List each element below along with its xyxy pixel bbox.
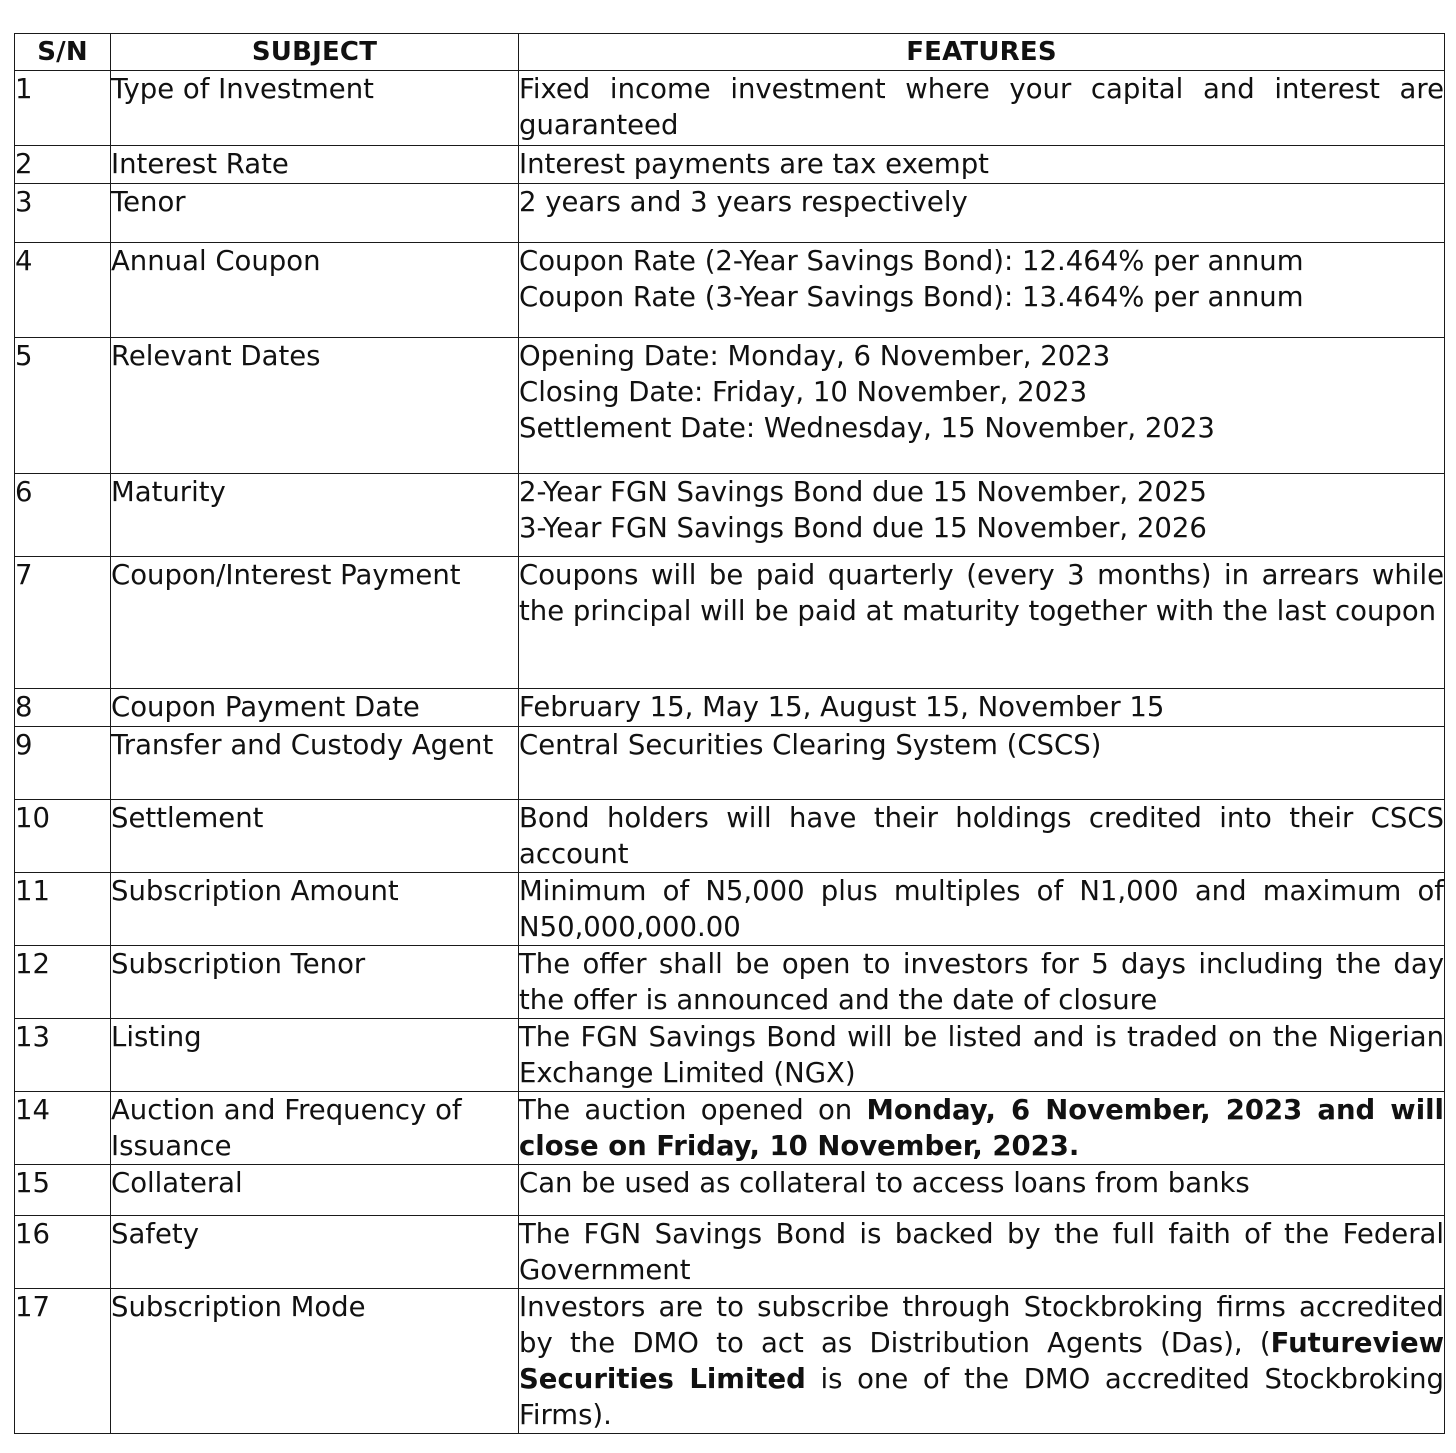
feature-line: Settlement Date: Wednesday, 15 November, 2023: [519, 412, 1215, 444]
table-row: [15, 1092, 1445, 1165]
table-row: [15, 71, 1445, 146]
features-table: [14, 33, 1445, 1434]
header-subject: SUBJECT: [111, 34, 519, 71]
table-row: [15, 727, 1445, 800]
table-row: [15, 800, 1445, 873]
table-row: [15, 338, 1445, 474]
feature-line: Coupon Rate (2-Year Savings Bond): 12.464% per annum: [519, 245, 1304, 277]
feature-bold-text: Futureview Securities Limited: [519, 1327, 1444, 1395]
row-subject: Subscription Tenor: [111, 946, 519, 1019]
row-sn: 10: [15, 800, 111, 873]
row-feature: Coupons will be paid quarterly (every 3 months) in arrears while the principal will be paid at maturity together with the last coupon: [519, 557, 1445, 689]
table-row: [15, 146, 1445, 184]
table-row: [15, 474, 1445, 557]
row-sn: 14: [15, 1092, 111, 1165]
row-feature: Minimum of N5,000 plus multiples of N1,000 and maximum of N50,000,000.00: [519, 873, 1445, 946]
row-sn: 15: [15, 1165, 111, 1216]
row-subject: Settlement: [111, 800, 519, 873]
table-row: [15, 1289, 1445, 1434]
row-feature: Interest payments are tax exempt: [519, 146, 1445, 184]
table-row: [15, 689, 1445, 727]
row-sn: 13: [15, 1019, 111, 1092]
feature-bold-text: Monday, 6 November, 2023 and will close on Friday, 10 November, 2023.: [519, 1094, 1444, 1162]
feature-text: Investors are to subscribe through Stockbroking firms accredited by the DMO to act as Distribution Agents (Das), (: [519, 1291, 1444, 1359]
row-sn: 2: [15, 146, 111, 184]
row-subject: Tenor: [111, 184, 519, 243]
table-row: [15, 243, 1445, 338]
row-sn: 8: [15, 689, 111, 727]
row-feature: [519, 1092, 1445, 1165]
row-sn: 11: [15, 873, 111, 946]
row-feature: The FGN Savings Bond is backed by the full faith of the Federal Government: [519, 1216, 1445, 1289]
row-sn: 7: [15, 557, 111, 689]
row-subject: Safety: [111, 1216, 519, 1289]
row-feature: February 15, May 15, August 15, November 15: [519, 689, 1445, 727]
feature-text: The auction opened on: [519, 1094, 867, 1126]
row-subject: Coupon/Interest Payment: [111, 557, 519, 689]
feature-line: Coupon Rate (3-Year Savings Bond): 13.464% per annum: [519, 281, 1304, 313]
row-sn: 1: [15, 71, 111, 146]
row-subject: Type of Investment: [111, 71, 519, 146]
header-features: FEATURES: [519, 34, 1445, 71]
row-feature: Central Securities Clearing System (CSCS): [519, 727, 1445, 800]
row-sn: 16: [15, 1216, 111, 1289]
row-sn: 3: [15, 184, 111, 243]
row-feature: Fixed income investment where your capital and interest are guaranteed: [519, 71, 1445, 146]
row-subject: Relevant Dates: [111, 338, 519, 474]
feature-line: Closing Date: Friday, 10 November, 2023: [519, 376, 1088, 408]
row-feature: [519, 338, 1445, 474]
row-feature: 2 years and 3 years respectively: [519, 184, 1445, 243]
row-subject: Interest Rate: [111, 146, 519, 184]
row-feature: The FGN Savings Bond will be listed and is traded on the Nigerian Exchange Limited (NGX): [519, 1019, 1445, 1092]
row-sn: 4: [15, 243, 111, 338]
row-feature: Bond holders will have their holdings credited into their CSCS account: [519, 800, 1445, 873]
row-subject: Maturity: [111, 474, 519, 557]
table-row: [15, 184, 1445, 243]
row-sn: 17: [15, 1289, 111, 1434]
row-feature: [519, 1289, 1445, 1434]
row-subject: Listing: [111, 1019, 519, 1092]
table-row: [15, 1216, 1445, 1289]
row-subject: Annual Coupon: [111, 243, 519, 338]
row-sn: 12: [15, 946, 111, 1019]
row-subject: Transfer and Custody Agent: [111, 727, 519, 800]
table-row: [15, 1019, 1445, 1092]
row-subject: Coupon Payment Date: [111, 689, 519, 727]
table-row: [15, 873, 1445, 946]
header-sn: S/N: [15, 34, 111, 71]
row-feature: [519, 474, 1445, 557]
row-subject: Subscription Amount: [111, 873, 519, 946]
row-feature: [519, 243, 1445, 338]
row-feature: The offer shall be open to investors for 5 days including the day the offer is announced and the date of closure: [519, 946, 1445, 1019]
row-subject: Subscription Mode: [111, 1289, 519, 1434]
row-sn: 9: [15, 727, 111, 800]
row-subject: Auction and Frequency of Issuance: [111, 1092, 519, 1165]
feature-line: 3-Year FGN Savings Bond due 15 November, 2026: [519, 512, 1207, 544]
feature-line: 2-Year FGN Savings Bond due 15 November, 2025: [519, 476, 1207, 508]
row-sn: 5: [15, 338, 111, 474]
table-row: [15, 946, 1445, 1019]
feature-line: Opening Date: Monday, 6 November, 2023: [519, 340, 1111, 372]
header-row: [15, 34, 1445, 71]
table-row: [15, 1165, 1445, 1216]
row-feature: Can be used as collateral to access loans from banks: [519, 1165, 1445, 1216]
row-sn: 6: [15, 474, 111, 557]
feature-text: is one of the DMO accredited Stockbroking Firms).: [519, 1363, 1444, 1431]
row-subject: Collateral: [111, 1165, 519, 1216]
table-row: [15, 557, 1445, 689]
